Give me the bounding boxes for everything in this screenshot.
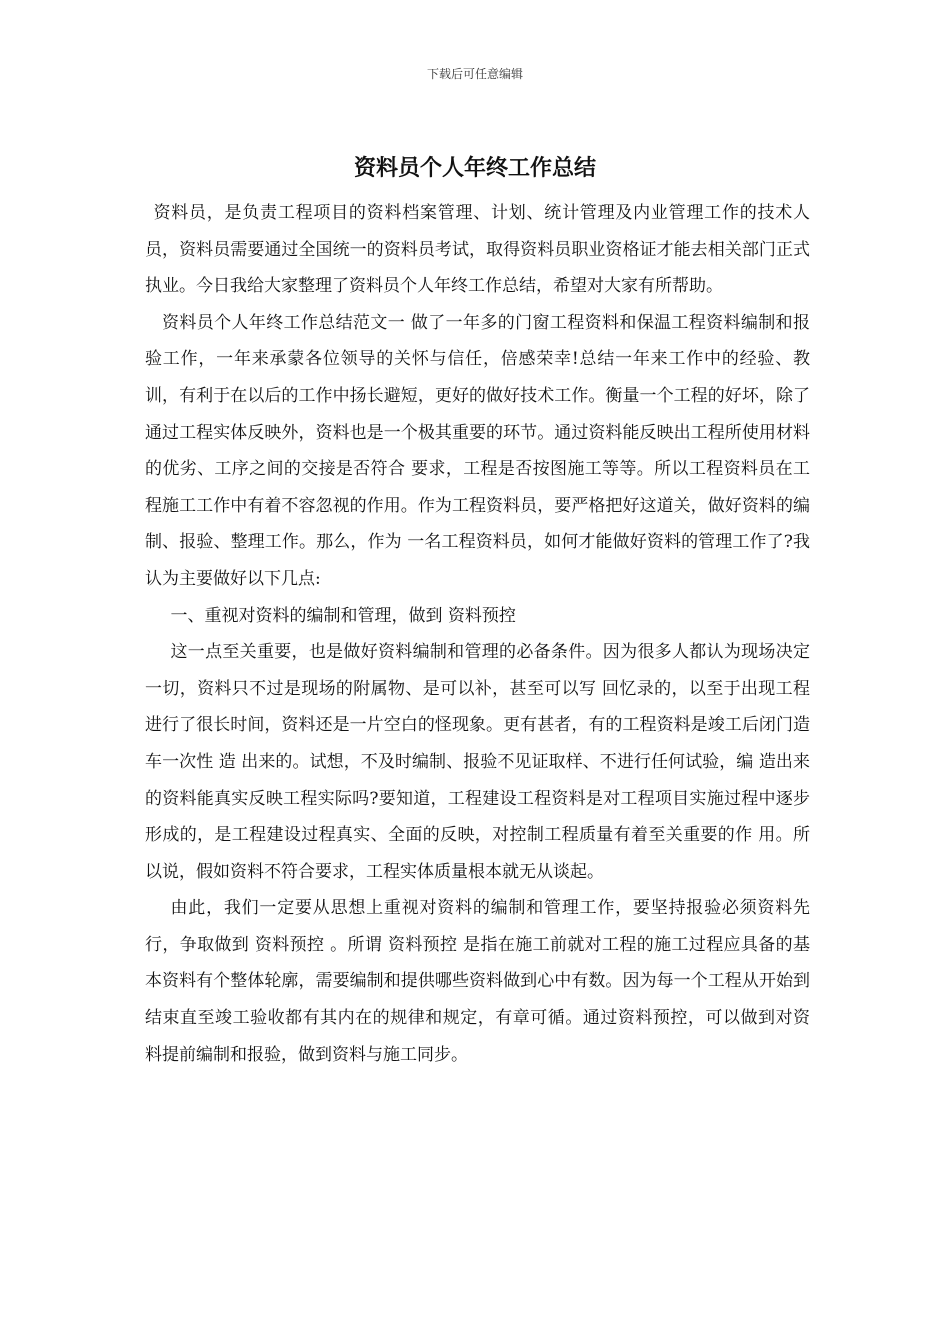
section-heading-one: 一、重视对资料的编制和管理，做到 资料预控	[170, 605, 516, 626]
paragraph-intro: 资料员，是负责工程项目的资料档案管理、计划、统计管理及内业管理工作的技术人员，资料员需要通过全国统一的资料员考试，取得资料员职业资格证才能去相关部门正式执业。今日我给大家整理了资料员个人年终工作总结，希望对大家有所帮助。	[145, 203, 810, 297]
document-title: 资料员个人年终工作总结	[353, 155, 596, 181]
paragraph-sample-one: 资料员个人年终工作总结范文一 做了一年多的门窗工程资料和保温工程资料编制和报验工作，一年来承蒙各位领导的关怀与信任，倍感荣幸!总结一年来工作中的经验、教训，有利于在以后的工作中扬长避短，更好的做好技术工作。衡量一个工程的好坏，除了通过工程实体反映外，资料也是一个极其重要的环节。通过资料能反映出工程所使用材料的优劣、工序之间的交接是否符合 要求，工程是否按图施工等等。所以工程资料员在工程施工工作中有着不容忽视的作用。作为工程资料员，要严格把好这道关，做好资料的编制、报验、整理工作。那么，作为 一名工程资料员，如何才能做好资料的管理工作了?我认为主要做好以下几点:	[145, 312, 810, 589]
page-header-note: 下载后可任意编辑	[426, 67, 523, 81]
paragraph-section-one-body: 这一点至关重要，也是做好资料编制和管理的必备条件。因为很多人都认为现场决定一切，资料只不过是现场的附属物、是可以补，甚至可以写 回忆录的，以至于出现工程进行了很长时间，资料还是一片空白的怪现象。更有甚者，有的工程资料是竣工后闭门造车一次性 造 出来的。试想，不及时编制、报验不见证取样、不进行任何试验，编 造出来的资料能真实反映工程实际吗?要知道，工程建设工程资料是对工程项目实施过程中逐步形成的，是工程建设过程真实、全面的反映，对控制工程质量有着至关重要的作 用。所以说，假如资料不符合要求，工程实体质量根本就无从谈起。	[145, 642, 810, 882]
paragraph-section-one-followup: 由此，我们一定要从思想上重视对资料的编制和管理工作，要坚持报验必须资料先行，争取做到 资料预控 。所谓 资料预控 是指在施工前就对工程的施工过程应具备的基本资料有个整体轮廓，需要编制和提供哪些资料做到心中有数。因为每一个工程从开始到结束直至竣工验收都有其内在的规律和规定，有章可循。通过资料预控，可以做到对资 料提前编制和报验，做到资料与施工同步。	[145, 898, 810, 1065]
document-body	[145, 195, 810, 1073]
